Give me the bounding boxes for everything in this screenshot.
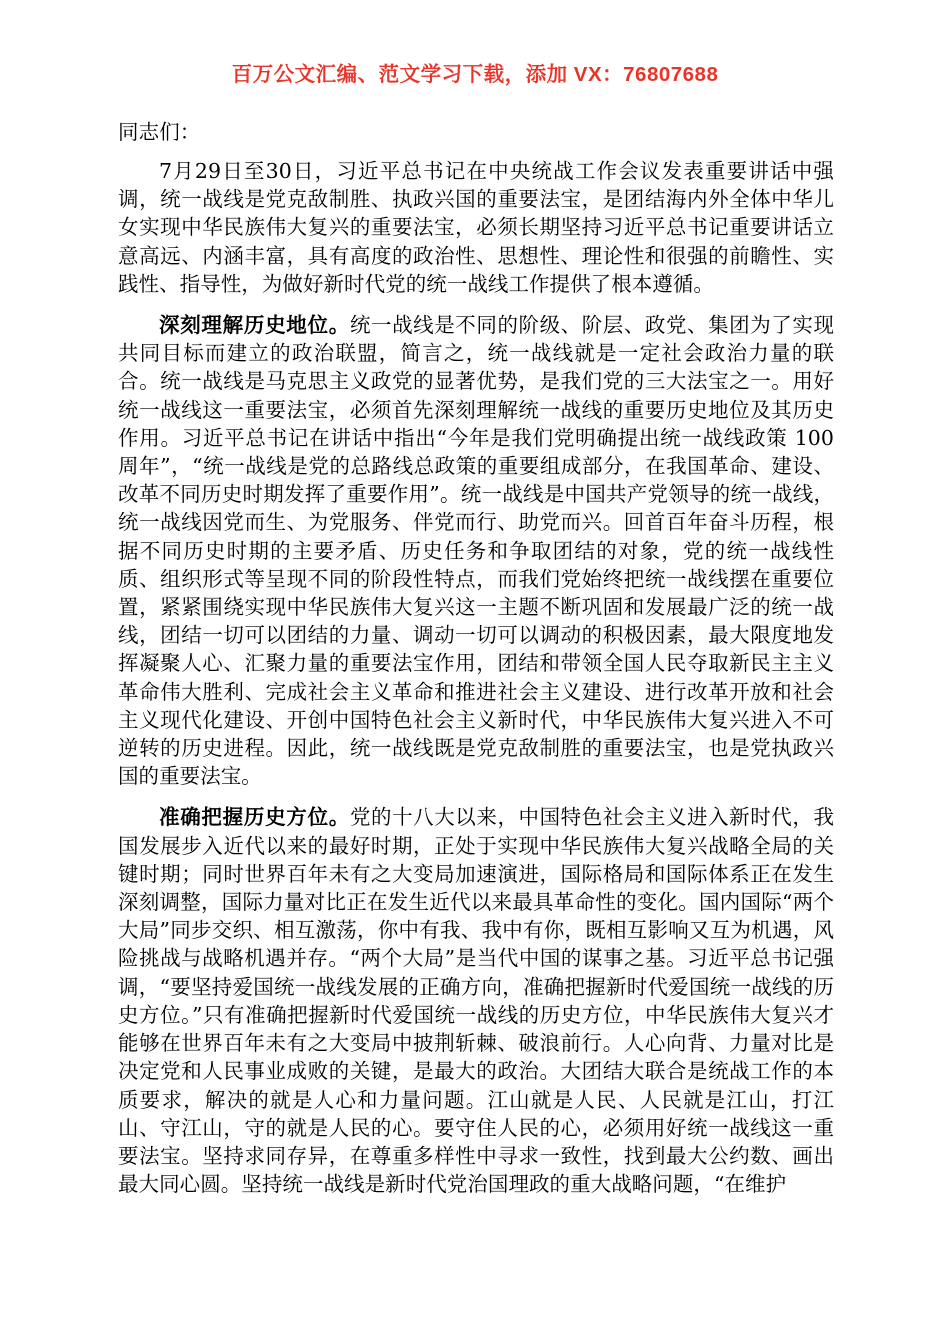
- section-2-lede: 准确把握历史方位。: [159, 805, 350, 830]
- section-1-lede: 深刻理解历史地位。: [159, 313, 350, 338]
- paragraph-intro: 7月29日至30日，习近平总书记在中央统战工作会议发表重要讲话中强调，统一战线是党克敌制胜、执政兴国的重要法宝，是团结海内外全体中华儿女实现中华民族伟大复兴的重要法宝，必须长期坚持习近平总书记重要讲话立意高远、内涵丰富，具有高度的政治性、思想性、理论性和很强的前瞻性、实践性、指导性，为做好新时代党的统一战线工作提供了根本遵循。: [118, 159, 834, 296]
- section-2-text: 党的十八大以来，中国特色社会主义进入新时代，我国发展步入近代以来的最好时期，正处于实现中华民族伟大复兴战略全局的关键时期；同时世界百年未有之大变局加速演进，国际格局和国际体系正在发生深刻调整，国际力量对比正在发生近代以来最具革命性的变化。国内国际“两个大局”同步交织、相互激荡，你中有我、我中有你，既相互影响又互为机遇，风险挑战与战略机遇并存。“两个大局”是当代中国的谋事之基。习近平总书记强调，“要坚持爱国统一战线发展的正确方向，准确把握新时代爱国统一战线的历史方位。”只有准确把握新时代爱国统一战线的历史方位，中华民族伟大复兴才能够在世界百年未有之大变局中披荆斩棘、破浪前行。人心向背、力量对比是决定党和人民事业成败的关键，是最大的政治。大团结大联合是统战工作的本质要求，解决的就是人心和力量问题。江山就是人民、人民就是江山，打江山、守江山，守的就是人民的心。要守住人民的心，必须用好统一战线这一重要法宝。坚持求同存异，在尊重多样性中寻求一致性，找到最大公约数、画出最大同心圆。坚持统一战线是新时代党治国理政的重大战略问题，“在维护: [118, 805, 834, 1197]
- document-body: [118, 118, 834, 1198]
- section-1-text: 统一战线是不同的阶级、阶层、政党、集团为了实现共同目标而建立的政治联盟，简言之，统一战线就是一定社会政治力量的联合。统一战线是马克思主义政党的显著优势，是我们党的三大法宝之一。用好统一战线这一重要法宝，必须首先深刻理解统一战线的重要历史地位及其历史作用。习近平总书记在讲话中指出“今年是我们党明确提出统一战线政策 100 周年”，“统一战线是党的总路线总政策的重要组成部分，在我国革命、建设、改革不同历史时期发挥了重要作用”。统一战线是中国共产党领导的统一战线，统一战线因党而生、为党服务、伴党而行、助党而兴。回首百年奋斗历程，根据不同历史时期的主要矛盾、历史任务和争取团结的对象，党的统一战线性质、组织形式等呈现不同的阶段性特点，而我们党始终把统一战线摆在重要位置，紧紧围绕实现中华民族伟大复兴这一主题不断巩固和发展最广泛的统一战线，团结一切可以团结的力量、调动一切可以调动的积极因素，最大限度地发挥凝聚人心、汇聚力量的重要法宝作用，团结和带领全国人民夺取新民主主义革命伟大胜利、完成社会主义革命和推进社会主义建设、进行改革开放和社会主义现代化建设、开创中国特色社会主义新时代，中华民族伟大复兴进入不可逆转的历史进程。因此，统一战线既是党克敌制胜的重要法宝，也是党执政兴国的重要法宝。: [118, 313, 834, 789]
- paragraph-section-2: [118, 803, 834, 1198]
- paragraph-section-1: [118, 311, 834, 790]
- promo-banner-text: 百万公文汇编、范文学习下载，添加 VX：76807688: [231, 63, 719, 86]
- salutation: 同志们：: [118, 120, 201, 144]
